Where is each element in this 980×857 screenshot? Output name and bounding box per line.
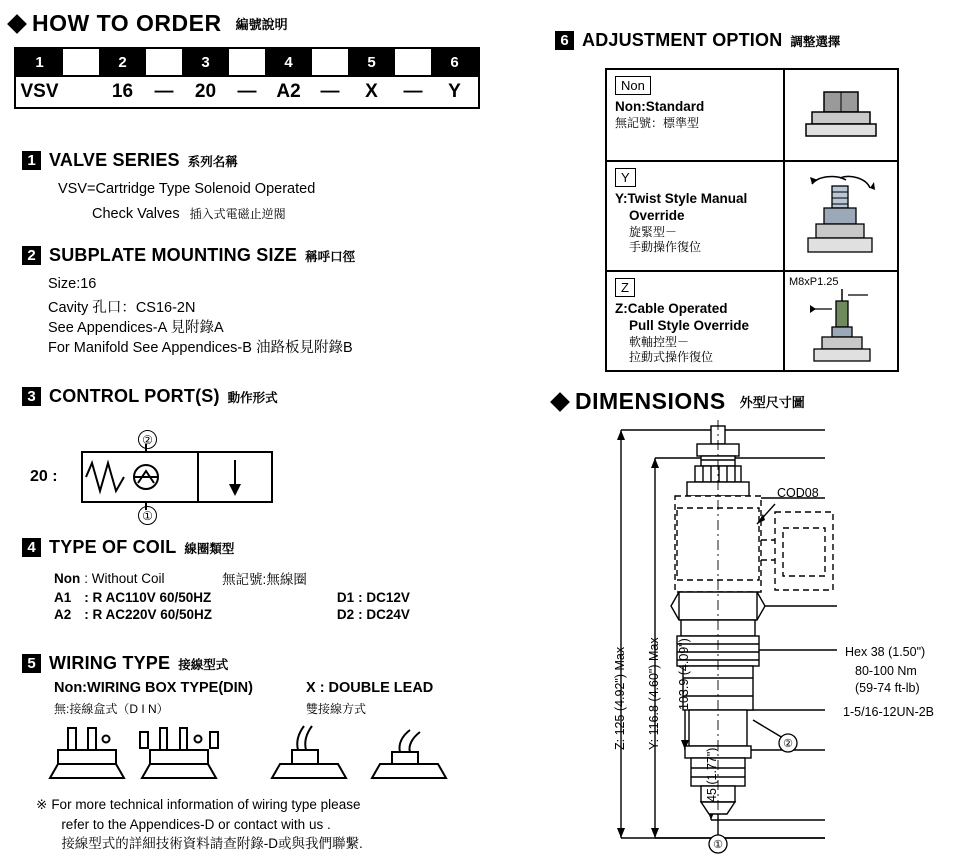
adjustment-non-text xyxy=(607,70,785,160)
table-row xyxy=(54,590,414,607)
adjustment-z-thread-label: M8xP1.25 xyxy=(789,276,839,288)
order-code-val-4: A2 xyxy=(276,81,301,102)
order-code-dash-3: — xyxy=(237,81,257,102)
section-2-line-1: Size:16 xyxy=(48,276,97,292)
section-4-number: 4 xyxy=(22,538,41,557)
adjustment-non-tag: Non xyxy=(615,76,651,95)
section-3-title: CONTROL PORT(S) xyxy=(49,386,220,406)
section-1-line1: VSV=Cartridge Type Solenoid Operated xyxy=(58,181,316,197)
order-code-num-3: 3 xyxy=(182,49,229,75)
adjustment-z-text xyxy=(607,272,785,370)
coil-row3-desc: : R AC220V 60/50HZ xyxy=(84,607,213,622)
dim-label-torque-1: 80-100 Nm xyxy=(855,664,917,678)
cartridge-valve-drawing xyxy=(525,420,980,857)
section-2-line-2: Cavity 孔口：CS16-2N xyxy=(48,300,196,316)
dim-label-thread: 1-5/16-12UN-2B xyxy=(843,705,935,719)
order-code-number-row xyxy=(14,47,480,77)
adjustment-non-line2: 無記號：標準型 xyxy=(615,115,700,130)
wiring-option-1-cjk: 無:接線盒式（D I N） xyxy=(54,702,169,716)
section-6-title-cjk: 調整選擇 xyxy=(790,34,841,49)
adjustment-row-y xyxy=(607,162,897,272)
order-code-val-5: X xyxy=(365,81,378,102)
adjustment-y-tag: Y xyxy=(615,168,636,187)
adjustment-z-tag: Z xyxy=(615,278,635,297)
order-code-spacer xyxy=(312,49,348,75)
section-1-line2-wrap xyxy=(92,205,286,222)
order-code-value-row xyxy=(14,77,480,109)
double-lead-icon-2 xyxy=(372,730,446,778)
section-4-title-cjk: 線圈類型 xyxy=(184,541,235,556)
section-6-heading xyxy=(555,30,840,51)
order-code-spacer xyxy=(146,49,182,75)
section-3-heading xyxy=(22,386,278,407)
table-row xyxy=(54,568,414,590)
adjustment-row-non xyxy=(607,70,897,162)
dim-label-body: 103.9 (4.09") xyxy=(677,638,691,710)
adjustment-z-line2: Pull Style Override xyxy=(629,317,750,333)
section-1-line2: Check Valves xyxy=(92,206,180,222)
dim-label-y: Y: 116.8 (4.60") Max xyxy=(647,637,661,750)
dimensions-title-cjk: 外型尺寸圖 xyxy=(739,395,805,410)
dimensions-heading xyxy=(553,388,805,415)
coil-row2-cjk xyxy=(216,590,311,607)
coil-row3-desc2: : DC24V xyxy=(358,607,410,622)
section-3-number: 3 xyxy=(22,387,41,406)
section-5-title-cjk: 接線型式 xyxy=(178,657,229,672)
coil-type-table xyxy=(54,568,414,624)
double-lead-icon-1 xyxy=(272,726,346,778)
section-6-number: 6 xyxy=(555,31,574,50)
order-code-num-5: 5 xyxy=(348,49,395,75)
adjustment-y-text xyxy=(607,162,785,270)
wiring-note xyxy=(36,795,506,854)
coil-row2-code: A1 xyxy=(54,590,72,605)
adjustment-row-z xyxy=(607,272,897,370)
note-mark: ※ xyxy=(36,797,48,812)
order-code-val-2: 16 xyxy=(111,81,134,102)
adjustment-y-line1: Y:Twist Style Manual xyxy=(615,191,748,206)
dimension-drawing xyxy=(525,420,980,857)
diamond-bullet-icon xyxy=(7,14,27,34)
coil-row3-cjk xyxy=(216,607,311,624)
order-code-spacer xyxy=(229,49,265,75)
order-code-val-6: Y xyxy=(448,81,461,102)
order-code-dash-4: — xyxy=(320,81,340,102)
coil-row3-code2: D2 xyxy=(336,607,355,622)
order-code-table xyxy=(14,47,480,109)
dim-label-hex: Hex 38 (1.50") xyxy=(845,645,926,659)
section-1-heading xyxy=(22,150,238,171)
wiring-option-2-cjk: 雙接線方式 xyxy=(306,702,367,716)
port-1-callout: ① xyxy=(138,506,157,525)
right-column xyxy=(525,0,980,857)
twist-override-icon xyxy=(796,170,886,262)
dim-label-z: Z: 125 (4.92") Max xyxy=(613,646,627,750)
coil-row1-desc: : Without Coil xyxy=(84,570,165,586)
adjustment-z-cjk2: 拉動式操作復位 xyxy=(629,350,714,365)
port-2-callout: ② xyxy=(138,430,157,449)
diamond-bullet-icon xyxy=(550,392,570,412)
section-5-number: 5 xyxy=(22,654,41,673)
section-4-heading xyxy=(22,537,234,558)
coil-row2-desc2: : DC12V xyxy=(358,590,410,605)
adjustment-y-image xyxy=(785,162,897,270)
section-2-title-cjk: 稱呼口徑 xyxy=(305,249,356,264)
control-port-symbol-label: 20 : xyxy=(30,468,58,485)
how-to-order-heading xyxy=(10,10,288,37)
adjustment-y-cjk2: 手動操作復位 xyxy=(629,240,702,255)
order-code-dash-2: — xyxy=(154,81,174,102)
coil-row1-cjk: 無記號:無線圈 xyxy=(222,572,307,587)
dim-label-bottom: 45 (1.77") xyxy=(705,747,719,802)
dim-label-torque-2: (59-74 ft-lb) xyxy=(855,681,920,695)
wiring-box-din-alt-icon xyxy=(140,728,218,778)
dimensions-title: DIMENSIONS xyxy=(575,388,726,414)
coil-row2-code2: D1 xyxy=(336,590,355,605)
section-2-number: 2 xyxy=(22,246,41,265)
adjustment-z-cjk1: 軟軸控型－ xyxy=(629,334,690,349)
hydraulic-symbol-graphic xyxy=(30,430,330,525)
cable-override-icon xyxy=(796,287,886,367)
wiring-box-din-icon xyxy=(50,728,124,778)
coil-row2-desc: : R AC110V 60/50HZ xyxy=(84,590,212,605)
dim-label-cod: COD08 xyxy=(777,486,819,500)
adjustment-non-line1: Non:Standard xyxy=(615,99,705,114)
standard-cap-icon xyxy=(798,84,884,146)
port-1-label: ① xyxy=(713,839,723,851)
coil-row1-code: Non xyxy=(54,570,81,586)
adjustment-y-cjk1: 旋緊型－ xyxy=(629,224,678,239)
adjustment-y-line2: Override xyxy=(629,207,685,223)
order-code-dash-5: — xyxy=(403,81,423,102)
section-3-title-cjk: 動作形式 xyxy=(227,390,278,405)
note-line-1: For more technical information of wiring type please xyxy=(51,797,361,812)
port-2-label: ② xyxy=(783,738,793,750)
section-6-title: ADJUSTMENT OPTION xyxy=(582,30,783,50)
how-to-order-title: HOW TO ORDER xyxy=(32,10,222,36)
order-code-val-1: VSV xyxy=(20,81,59,102)
order-code-spacer xyxy=(395,49,431,75)
section-1-number: 1 xyxy=(22,151,41,170)
section-1-title: VALVE SERIES xyxy=(49,150,180,170)
section-5-title: WIRING TYPE xyxy=(49,653,171,673)
wiring-option-1: Non:WIRING BOX TYPE(DIN) xyxy=(54,680,253,696)
order-code-num-1: 1 xyxy=(16,49,63,75)
order-code-num-4: 4 xyxy=(265,49,312,75)
coil-row1-code2 xyxy=(311,568,358,590)
section-4-title: TYPE OF COIL xyxy=(49,537,177,557)
adjustment-z-image xyxy=(785,272,897,370)
how-to-order-title-cjk: 編號說明 xyxy=(235,17,288,32)
adjustment-z-line1: Z:Cable Operated xyxy=(615,301,728,316)
section-1-title-cjk: 系列名稱 xyxy=(187,154,238,169)
coil-row3-code: A2 xyxy=(54,607,72,622)
table-row xyxy=(54,607,414,624)
note-line-3: 接線型式的詳細技術資料請查附錄-D或與我們聯繫. xyxy=(61,836,363,852)
order-code-val-3: 20 xyxy=(194,81,217,102)
order-code-num-2: 2 xyxy=(99,49,146,75)
note-line-2: refer to the Appendices-D or contact with us . xyxy=(61,816,331,832)
order-code-num-6: 6 xyxy=(431,49,478,75)
order-code-spacer xyxy=(63,49,99,75)
wiring-type-illustrations xyxy=(40,720,500,790)
section-2-heading xyxy=(22,245,355,266)
adjustment-option-table xyxy=(605,68,899,372)
adjustment-non-image xyxy=(785,70,897,160)
wiring-option-2: X : DOUBLE LEAD xyxy=(306,680,434,696)
section-2-title: SUBPLATE MOUNTING SIZE xyxy=(49,245,298,265)
section-2-line-4: For Manifold See Appendices-B 油路板見附錄B xyxy=(48,340,353,356)
section-2-line-3: See Appendices-A 見附錄A xyxy=(48,320,224,336)
control-port-symbol xyxy=(30,430,330,525)
coil-row1-desc2 xyxy=(358,568,414,590)
section-1-line2-cjk: 插入式電磁止逆閥 xyxy=(189,207,286,221)
section-5-heading xyxy=(22,653,228,674)
